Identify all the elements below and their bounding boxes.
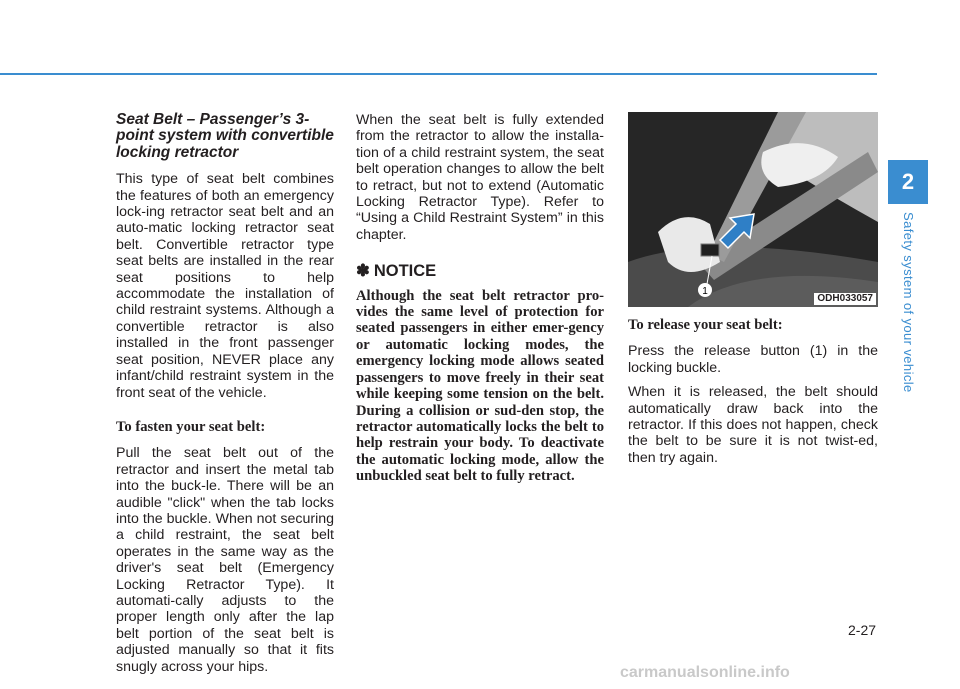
- section-title: Seat Belt – Passenger’s 3-point system with convertible locking retractor: [116, 111, 334, 161]
- page-number: 2-27: [848, 622, 877, 638]
- chapter-number-tab: 2: [888, 160, 928, 204]
- notice-label: NOTICE: [373, 262, 437, 281]
- notice-heading: [356, 263, 604, 279]
- column-right: [628, 112, 878, 474]
- seat-belt-release-image: [628, 112, 878, 307]
- fasten-heading: To fasten your seat belt:: [116, 418, 266, 435]
- notice-body: Although the seat belt retractor pro-vides the same level of protection for seated passengers in either emer-gency or automatic locking modes, the emergency locking mode allows seated passengers to move freely in their seat while keeping some tension on the belt. During a collision or sud-den stop, the retractor automatically locks the belt to help restrain your body. To deactivate the automatic locking mode, allow the unbuckled seat belt to fully retract.: [356, 287, 604, 485]
- locking-paragraph: When the seat belt is fully extended from the retractor to allow the installa-tion of a child restraint system, the seat belt operation changes to allow the belt to retract, but not to extend (Automatic Locking Retractor Type). Refer to “Using a Child Restraint System” in this chapter.: [356, 112, 604, 243]
- watermark: carmanualsonline.info: [620, 664, 790, 681]
- notice-star-icon: ✽: [356, 262, 370, 281]
- chapter-title-text: Safety system of your vehicle: [901, 212, 916, 393]
- release-heading: To release your seat belt:: [628, 317, 783, 333]
- intro-paragraph: This type of seat belt combines the features of both an emergency lock-ing retractor seat belt and an auto-matic locking retractor seat belt. Convertible retractor type seat belts are installed in the rear seat positions to help accommodate the installation of child restraint systems. Although a convertible retractor is also installed in the front passenger seat position, NEVER place any infant/child restraint system in the front seat of the vehicle.: [116, 171, 334, 401]
- fasten-paragraph: Pull the seat belt out of the retractor and insert the metal tab into the buck-le. There will be an audible "click" when the tab locks into the buckle. When not securing a child restraint, the seat belt operates in the same way as the driver's seat belt (Emergency Locking Retractor Type). It automati-cally adjusts to the proper length only after the lap belt portion of the seat belt is adjusted manually so that it fits snugly across your hips.: [116, 445, 334, 675]
- figure-callout-1: 1: [702, 286, 708, 297]
- column-left: [116, 112, 334, 683]
- column-middle: [356, 112, 604, 493]
- release-paragraph-2: When it is released, the belt should automatically draw back into the retractor. If this does not happen, check the belt to be sure it is not twist-ed, then try again.: [628, 384, 878, 466]
- figure-code: ODH033057: [814, 293, 876, 305]
- release-paragraph-1: Press the release button (1) in the locking buckle.: [628, 343, 878, 376]
- seat-belt-illustration: [628, 112, 878, 307]
- header-rule: [0, 73, 877, 75]
